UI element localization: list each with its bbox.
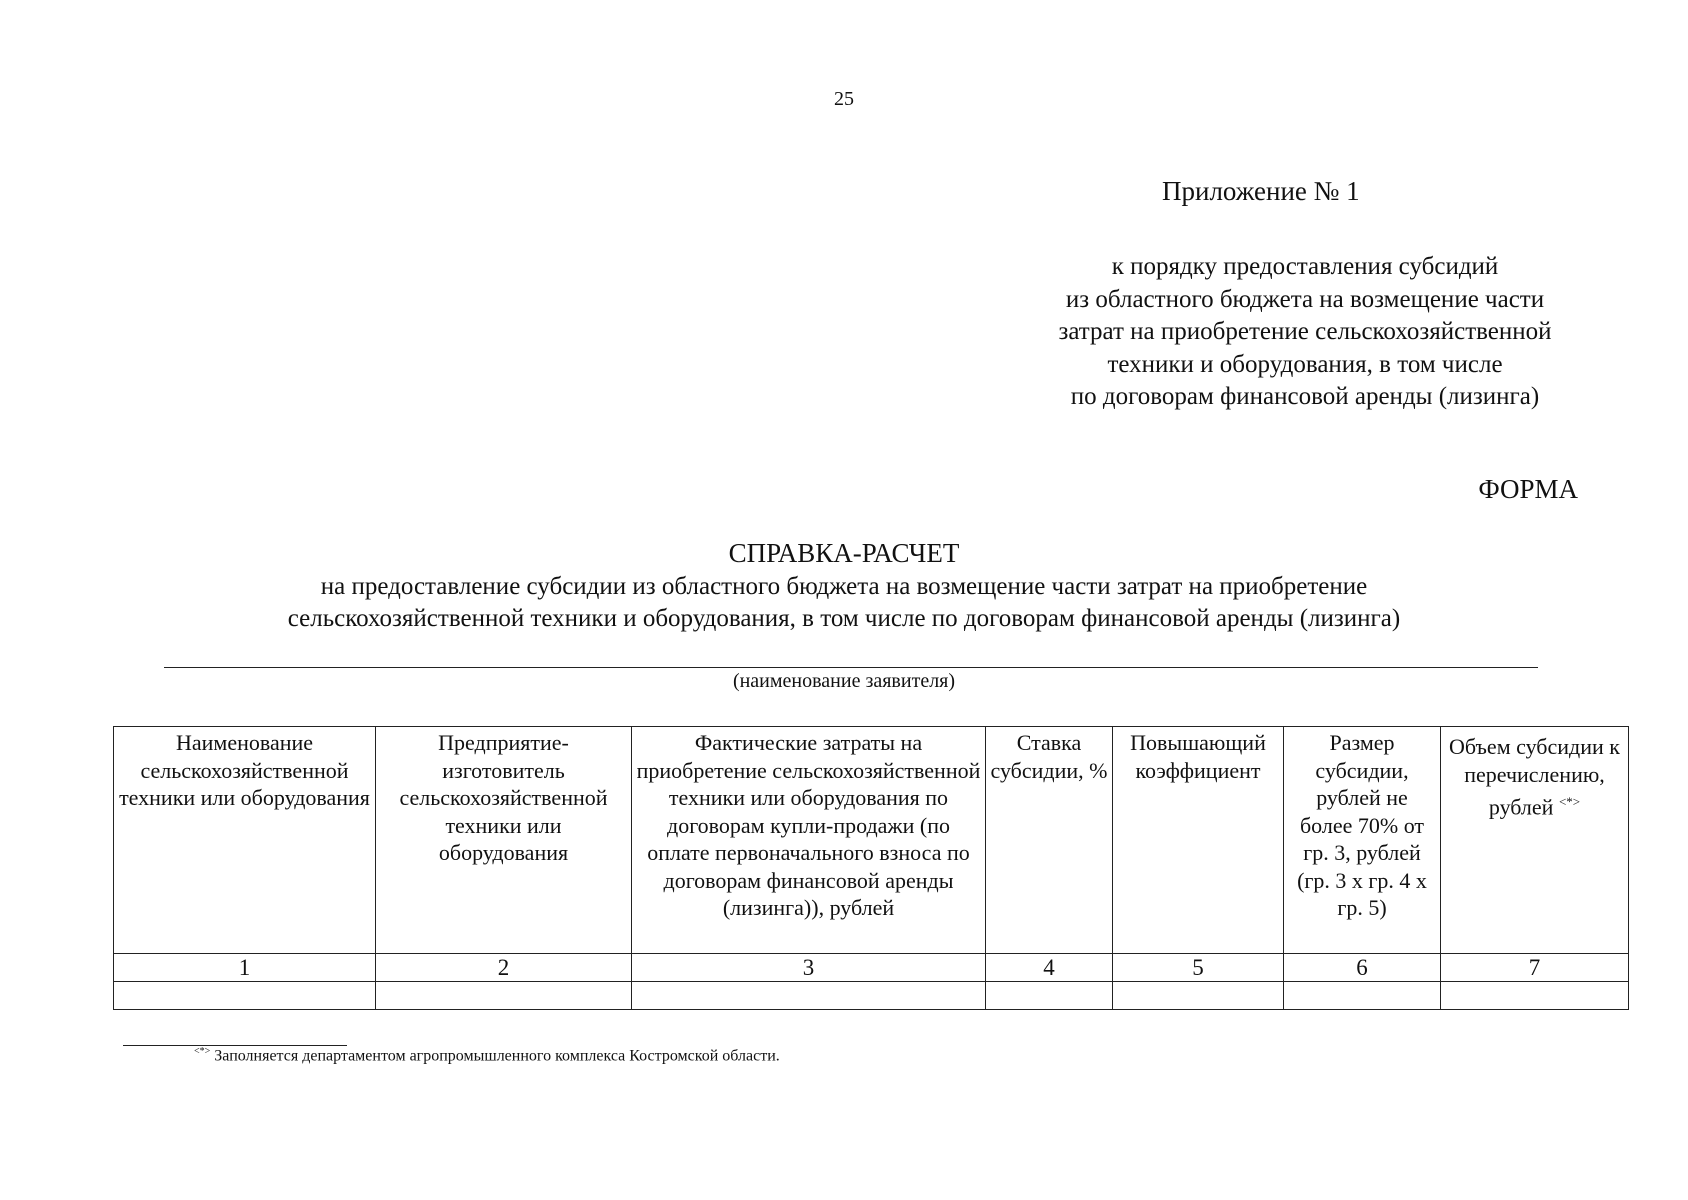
subtitle-line-2: сельскохозяйственной техники и оборудования, в том числе по договорам финансовой аренды (лизинга) [287,605,1401,632]
footnote-mark: <*> [1558,794,1581,809]
document-title: СПРАВКА-РАСЧЕТ [728,538,960,568]
appendix-line-4: техники и оборудования, в том числе [1107,351,1503,378]
column-number: 7 [1441,954,1629,982]
column-number-row [114,954,1629,982]
header-subsidy-amount: Размер субсидии, рублей не более 70% от гр. 3, рублей (гр. 3 х гр. 4 х гр. 5) [1284,727,1441,954]
header-subsidy-rate: Ставка субсидии, % [986,727,1113,954]
table-cell [986,982,1113,1010]
header-subsidy-transfer-volume: Объем субсидии к перечислению, рублей <*> [1441,727,1629,954]
table-header-row [114,727,1629,954]
subtitle-line-1: на предоставление субсидии из областного бюджета на возмещение части затрат на приобретение [320,573,1368,600]
appendix-line-2: из областного бюджета на возмещение части [1065,286,1545,313]
column-number: 1 [114,954,376,982]
footnote-text: Заполняется департаментом агропромышленного комплекса Костромской области. [214,1047,780,1065]
header-manufacturer: Предприятие-изготовитель сельскохозяйственной техники или оборудования [376,727,632,954]
header-equipment-name: Наименование сельскохозяйственной техники или оборудования [114,727,376,954]
applicant-name-line [164,667,1538,668]
column-number: 4 [986,954,1113,982]
appendix-title: Приложение № 1 [1162,176,1360,206]
table-cell [1441,982,1629,1010]
column-number: 3 [632,954,986,982]
page-number: 25 [834,88,854,110]
appendix-line-5: по договорам финансовой аренды (лизинга) [1070,383,1540,410]
table-cell [1284,982,1441,1010]
form-label: ФОРМА [1478,474,1578,504]
column-number: 5 [1113,954,1284,982]
table-cell [632,982,986,1010]
appendix-line-3: затрат на приобретение сельскохозяйственной [1058,318,1552,345]
column-number: 6 [1284,954,1441,982]
table-cell [114,982,376,1010]
applicant-caption: (наименование заявителя) [732,670,956,692]
footnote [194,1046,780,1065]
header-increasing-coefficient: Повышающий коэффициент [1113,727,1284,954]
table-row [114,982,1629,1010]
calculation-table [113,726,1629,1010]
table-cell [376,982,632,1010]
column-number: 2 [376,954,632,982]
footnote-mark: <*> [194,1046,211,1057]
appendix-line-1: к порядку предоставления субсидий [1111,253,1499,280]
header-actual-costs: Фактические затраты на приобретение сельскохозяйственной техники или оборудования по договорам купли-продажи (по оплате первоначального взноса по договорам финансовой аренды (лизинга)), рублей [632,727,986,954]
table-cell [1113,982,1284,1010]
